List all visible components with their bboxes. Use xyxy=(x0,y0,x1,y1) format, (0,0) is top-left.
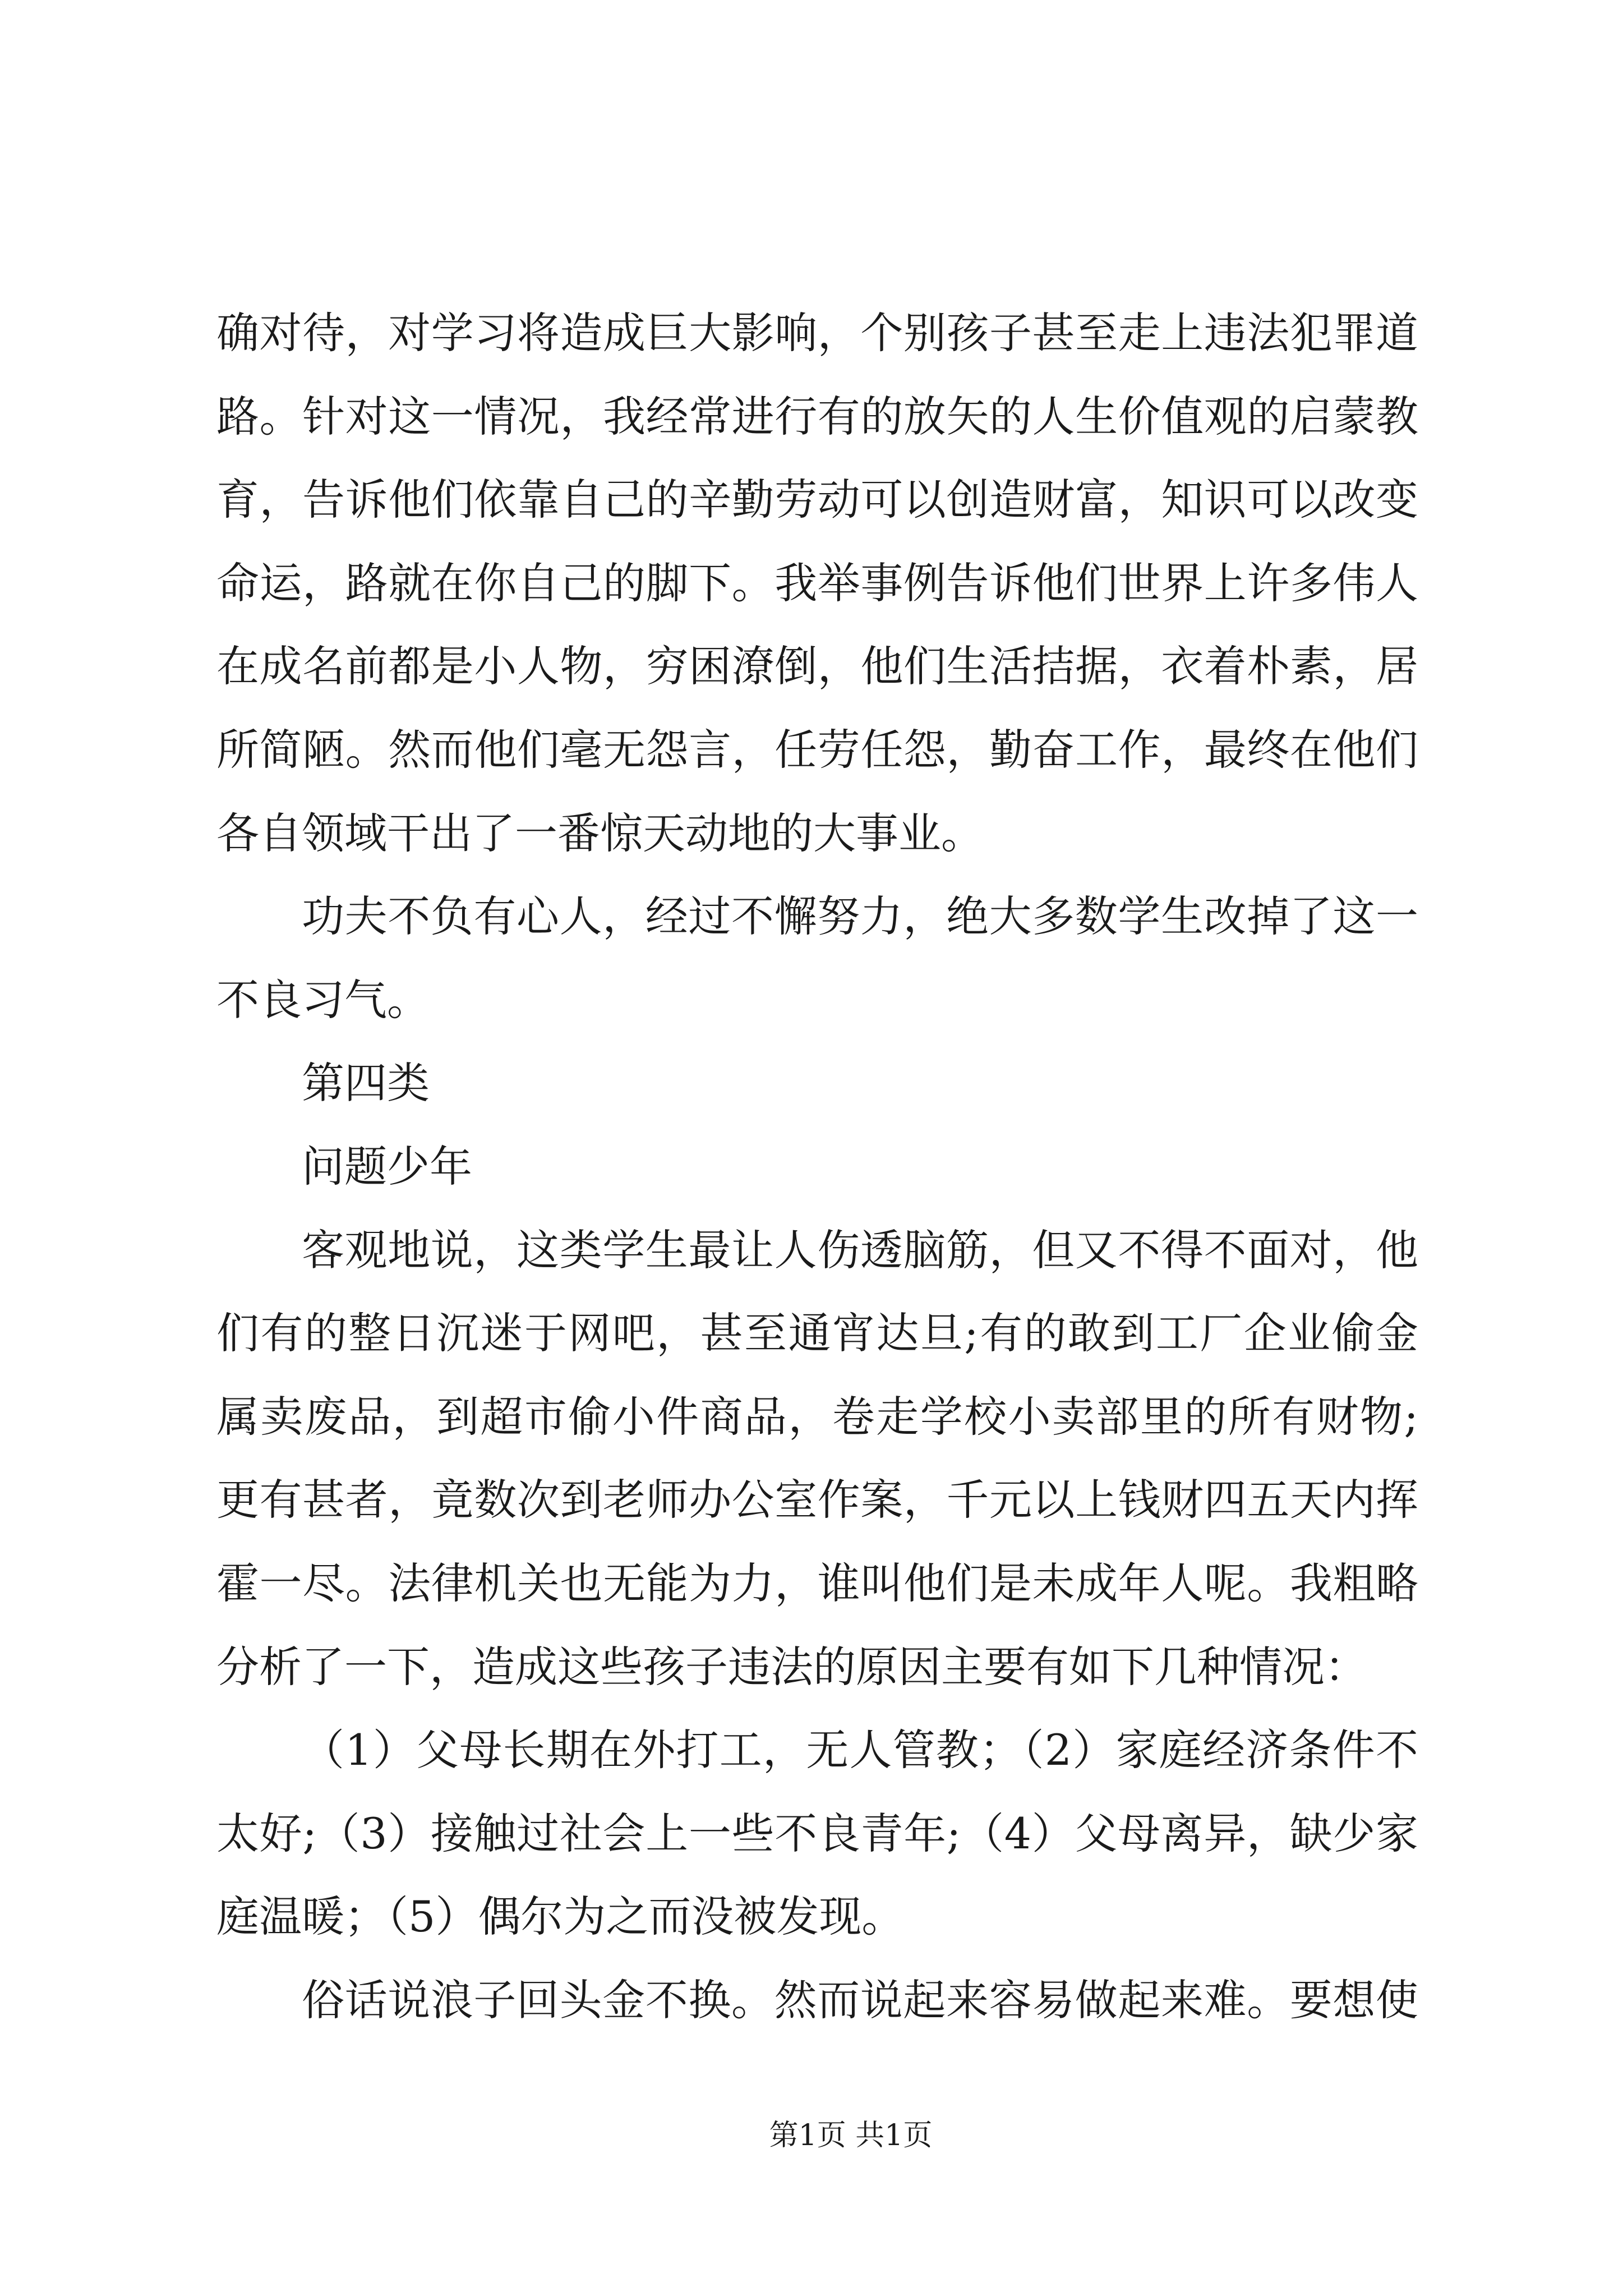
text-line: 路。针对这一情况，我经常进行有的放矢的人生价值观的启蒙教 xyxy=(216,391,1418,441)
section-label xyxy=(216,1042,1418,1125)
text-line: （1）父母长期在外打工，无人管教；（2）家庭经济条件不 xyxy=(302,1725,1418,1775)
text-line: 庭温暖；（5）偶尔为之而没被发现。 xyxy=(216,1892,905,1942)
text-line: 功夫不负有心人，经过不懈努力，绝大多数学生改掉了这一 xyxy=(302,891,1418,942)
text-line: 俗话说浪子回头金不换。然而说起来容易做起来难。要想使 xyxy=(302,1975,1418,2025)
page-number-footer: 第1页 共1页 xyxy=(769,2119,933,2152)
text-line: 太好;（3）接触过社会上一些不良青年;（4）父母离异，缺少家 xyxy=(216,1808,1418,1858)
text-line: 霍一尽。法律机关也无能为力，谁叫他们是未成年人呢。我粗略 xyxy=(216,1558,1418,1608)
section-label-text: 第四类 xyxy=(302,1058,430,1108)
text-line: 分析了一下，造成这些孩子违法的原因主要有如下几种情况： xyxy=(216,1641,1367,1692)
paragraph xyxy=(216,1709,1418,1959)
text-line: 各自领域干出了一番惊天动地的大事业。 xyxy=(216,808,984,858)
paragraph xyxy=(216,1209,1418,1709)
text-line: 命运，路就在你自己的脚下。我举事例告诉他们世界上许多伟人 xyxy=(216,558,1418,608)
text-line: 客观地说，这类学生最让人伤透脑筋，但又不得不面对，他 xyxy=(302,1225,1418,1275)
section-title xyxy=(216,1125,1418,1209)
text-line: 不良习气。 xyxy=(216,974,430,1025)
text-line: 属卖废品，到超市偷小件商品，卷走学校小卖部里的所有财物; xyxy=(216,1391,1418,1442)
text-line: 们有的整日沉迷于网吧，甚至通宵达旦;有的敢到工厂企业偷金 xyxy=(216,1308,1418,1359)
text-line: 育，告诉他们依靠自己的辛勤劳动可以创造财富，知识可以改变 xyxy=(216,475,1418,525)
document-body xyxy=(216,292,1418,2042)
paragraph xyxy=(216,1959,1418,2042)
text-line: 在成名前都是小人物，穷困潦倒，他们生活拮据，衣着朴素，居 xyxy=(216,641,1418,692)
section-title-text: 问题少年 xyxy=(302,1141,472,1191)
paragraph xyxy=(216,292,1418,875)
text-line: 确对待，对学习将造成巨大影响，个别孩子甚至走上违法犯罪道 xyxy=(216,308,1418,358)
paragraph xyxy=(216,875,1418,1042)
text-line: 所简陋。然而他们毫无怨言，任劳任怨，勤奋工作，最终在他们 xyxy=(216,724,1418,775)
text-line: 更有甚者，竟数次到老师办公室作案，千元以上钱财四五天内挥 xyxy=(216,1475,1418,1525)
